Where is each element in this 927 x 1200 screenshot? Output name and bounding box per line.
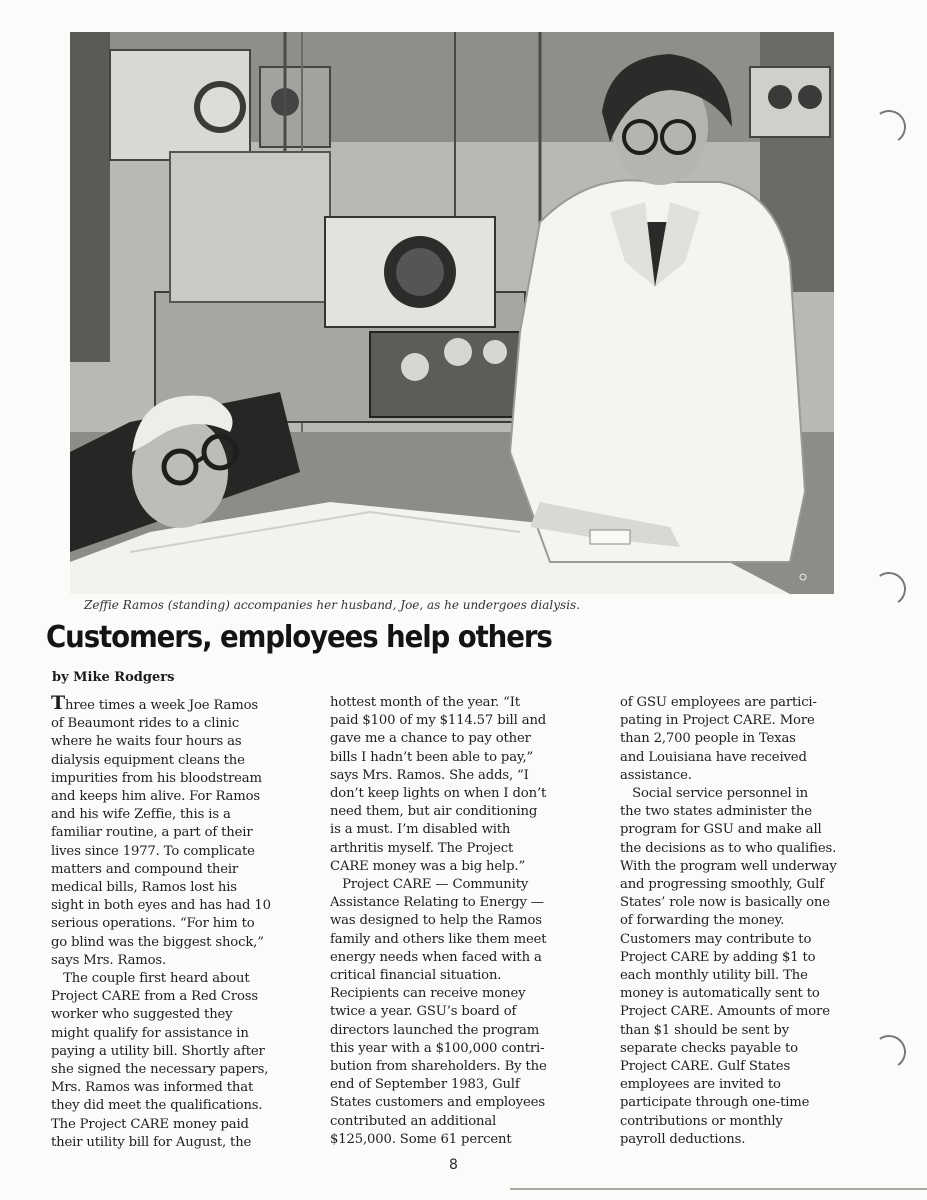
column-line: With the program well underway <box>620 858 837 874</box>
column-line: this year with a $100,000 contri- <box>330 1040 545 1056</box>
article-byline: by Mike Rodgers <box>52 670 175 685</box>
column-line: end of September 1983, Gulf <box>330 1077 520 1093</box>
column-line: medical bills, Ramos lost his <box>51 880 237 896</box>
column-line-text: hree times a week Joe Ramos <box>65 698 258 713</box>
column-line: and keeps him alive. For Ramos <box>51 789 261 805</box>
column-line: and his wife Zeffie, this is a <box>51 807 231 823</box>
column-line: of forwarding the money. <box>620 913 785 929</box>
column-line: familiar routine, a part of their <box>51 825 253 841</box>
column-line: program for GSU and make all <box>620 822 822 838</box>
column-line: Project CARE. Gulf States <box>620 1059 791 1075</box>
column-line: was designed to help the Ramos <box>330 913 542 929</box>
column-line: States customers and employees <box>330 1095 545 1111</box>
column-line: of Beaumont rides to a clinic <box>51 716 240 732</box>
column-line: where he waits four hours as <box>51 734 242 750</box>
column-line: critical financial situation. <box>330 968 502 984</box>
column-line: dialysis equipment cleans the <box>51 752 245 768</box>
column-line: Project CARE from a Red Cross <box>51 989 259 1005</box>
article-column-2 <box>330 694 547 1149</box>
column-line: serious operations. “For him to <box>51 916 255 932</box>
column-line: bills I hadn’t been able to pay,” <box>330 749 534 765</box>
column-line: than 2,700 people in Texas <box>620 731 796 747</box>
column-line: contributions or monthly <box>620 1113 783 1129</box>
column-line: and Louisiana have received <box>620 749 807 765</box>
column-line: CARE money was a big help.” <box>330 858 526 874</box>
column-line: twice a year. GSU’s board of <box>330 1004 517 1020</box>
column-line: Mrs. Ramos was informed that <box>51 1080 254 1096</box>
punch-hole-middle <box>869 569 908 608</box>
column-line: Project CARE. Amounts of more <box>620 1004 830 1020</box>
page-edge-line <box>510 1188 927 1190</box>
photo-caption: Zeffie Ramos (standing) accompanies her husband, Joe, as he undergoes dialysis. <box>84 598 581 612</box>
column-line <box>51 694 271 715</box>
column-line: matters and compound their <box>51 861 239 877</box>
column-line: says Mrs. Ramos. She adds, “I <box>330 767 529 783</box>
column-line: sight in both eyes and has had 10 <box>51 898 271 914</box>
column-line: The Project CARE money paid <box>51 1116 249 1132</box>
column-line: energy needs when faced with a <box>330 949 542 965</box>
column-line: directors launched the program <box>330 1022 540 1038</box>
column-line: bution from shareholders. By the <box>330 1059 547 1075</box>
column-line: gave me a chance to pay other <box>330 731 531 747</box>
column-line: paying a utility bill. Shortly after <box>51 1043 265 1059</box>
column-line: arthritis myself. The Project <box>330 840 514 856</box>
column-line: is a must. I’m disabled with <box>330 822 511 838</box>
column-line: go blind was the biggest shock,” <box>51 934 264 950</box>
column-line: family and others like them meet <box>330 931 547 947</box>
article-column-1 <box>51 694 271 1152</box>
column-line: pating in Project CARE. More <box>620 713 815 729</box>
column-line: Project CARE by adding $1 to <box>620 949 816 965</box>
drop-cap: T <box>51 692 65 714</box>
column-line: each monthly utility bill. The <box>620 968 808 984</box>
column-line: need them, but air conditioning <box>330 804 538 820</box>
column-line: contributed an additional <box>330 1113 497 1129</box>
article-headline: Customers, employees help others <box>46 620 552 655</box>
page-number: 8 <box>449 1157 458 1173</box>
column-line: The couple first heard about <box>51 971 250 987</box>
column-line: than $1 should be sent by <box>620 1022 789 1038</box>
column-line: Project CARE — Community <box>330 877 529 893</box>
column-line: separate checks payable to <box>620 1040 798 1056</box>
column-line: States’ role now is basically one <box>620 895 830 911</box>
column-line: payroll deductions. <box>620 1131 746 1147</box>
column-line: Assistance Relating to Energy — <box>330 895 544 911</box>
column-line: money is automatically sent to <box>620 986 820 1002</box>
column-line: impurities from his bloodstream <box>51 770 262 786</box>
article-column-3 <box>620 694 837 1149</box>
column-line: employees are invited to <box>620 1077 781 1093</box>
column-line: of GSU employees are partici- <box>620 695 817 710</box>
column-line: and progressing smoothly, Gulf <box>620 877 824 893</box>
column-line: paid $100 of my $114.57 bill and <box>330 713 547 729</box>
column-line: Social service personnel in <box>620 786 809 802</box>
column-line: $125,000. Some 61 percent <box>330 1131 512 1147</box>
punch-hole-bottom <box>869 1032 908 1071</box>
column-line: participate through one-time <box>620 1095 810 1111</box>
column-line: Customers may contribute to <box>620 931 812 947</box>
column-line: their utility bill for August, the <box>51 1134 252 1150</box>
article-photo <box>70 32 834 594</box>
column-line: the decisions as to who qualifies. <box>620 840 837 856</box>
punch-hole-top <box>869 107 908 146</box>
column-line: worker who suggested they <box>51 1007 233 1023</box>
column-line: might qualify for assistance in <box>51 1025 249 1041</box>
dialysis-scene-image <box>70 32 834 594</box>
column-line: says Mrs. Ramos. <box>51 952 167 968</box>
column-line: the two states administer the <box>620 804 812 820</box>
column-line: Recipients can receive money <box>330 986 526 1002</box>
column-line: don’t keep lights on when I don’t <box>330 786 547 802</box>
column-line: they did meet the qualifications. <box>51 1098 263 1114</box>
column-line: lives since 1977. To complicate <box>51 843 255 859</box>
column-line: she signed the necessary papers, <box>51 1062 269 1078</box>
column-line: assistance. <box>620 767 692 783</box>
column-line: hottest month of the year. “It <box>330 695 520 710</box>
